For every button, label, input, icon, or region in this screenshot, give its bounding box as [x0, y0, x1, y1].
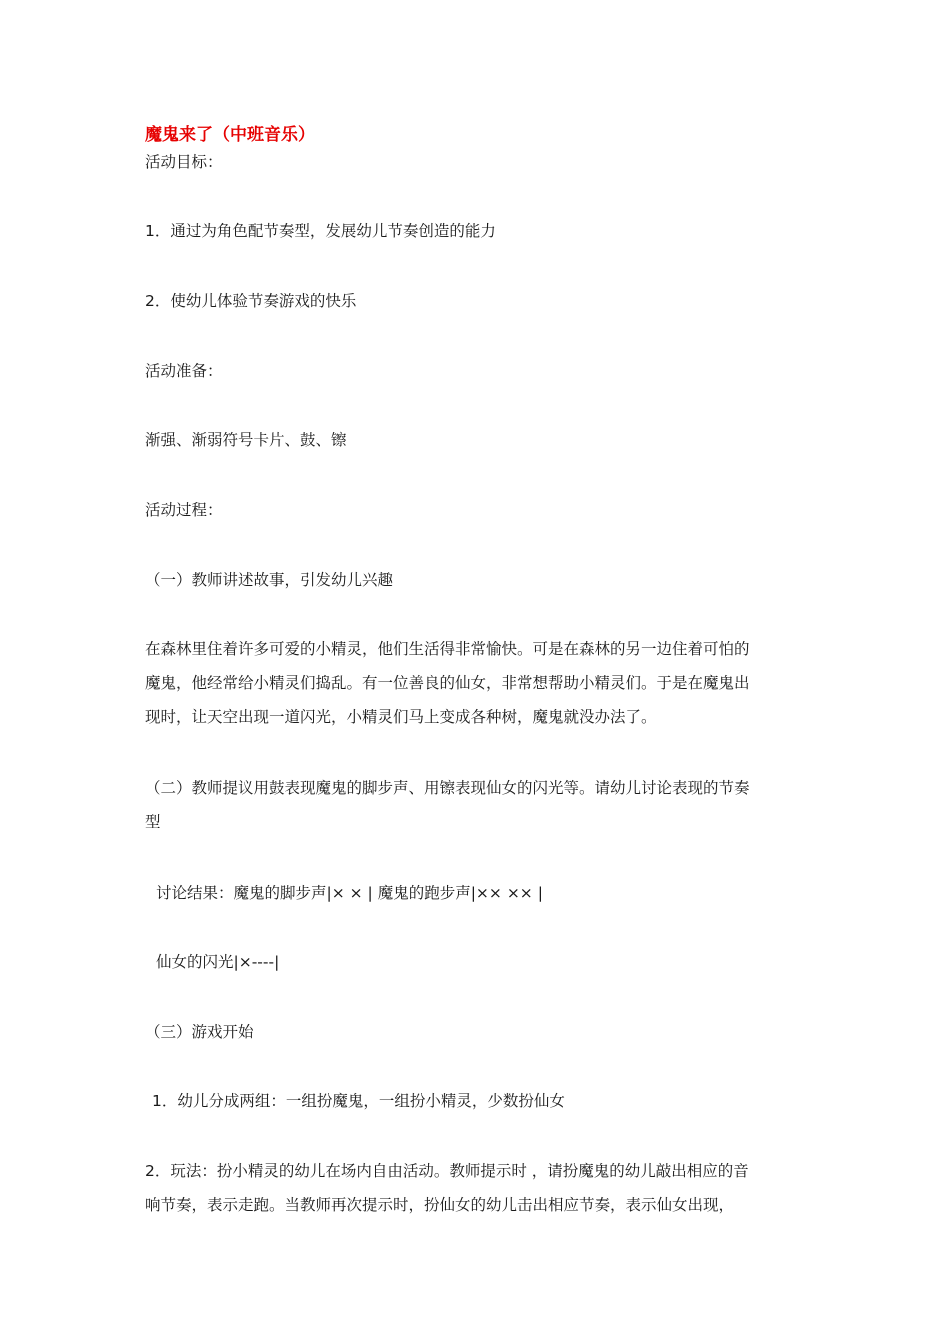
story-line: 在森林里住着许多可爱的小精灵，他们生活得非常愉快。可是在森林的另一边住着可怕的	[145, 640, 750, 658]
game-item-1: 1．幼儿分成两组：一组扮魔鬼，一组扮小精灵，少数扮仙女	[152, 1092, 565, 1110]
prep-heading: 活动准备：	[145, 362, 223, 380]
discussion-result-2: 仙女的闪光|×----|	[156, 953, 280, 971]
game-2-line: 2．玩法：扮小精灵的幼儿在场内自由活动。教师提示时 ，请扮魔鬼的幼儿敲出相应的音	[145, 1162, 749, 1180]
document-title: 魔鬼来了（中班音乐）	[145, 125, 315, 145]
goal-item-1: 1．通过为角色配节奏型，发展幼儿节奏创造的能力	[145, 222, 496, 240]
step-2-paragraph	[145, 778, 805, 846]
goals-heading: 活动目标：	[145, 153, 223, 171]
step-2-line: （二）教师提议用鼓表现魔鬼的脚步声、用镲表现仙女的闪光等。请幼儿讨论表现的节奏	[145, 779, 750, 797]
game-2-line: 响节奏，表示走跑。当教师再次提示时，扮仙女的幼儿击出相应节奏，表示仙女出现，	[145, 1196, 735, 1214]
step-1-heading: （一）教师讲述故事，引发幼儿兴趣	[145, 571, 394, 589]
goal-item-2: 2．使幼儿体验节奏游戏的快乐	[145, 292, 357, 310]
story-line: 现时，让天空出现一道闪光，小精灵们马上变成各种树，魔鬼就没办法了。	[145, 708, 657, 726]
prep-text: 渐强、渐弱符号卡片、鼓、镲	[145, 431, 347, 449]
story-line: 魔鬼，他经常给小精灵们捣乱。有一位善良的仙女，非常想帮助小精灵们。于是在魔鬼出	[145, 674, 750, 692]
step-3-heading: （三）游戏开始	[145, 1023, 254, 1041]
step-2-line: 型	[145, 813, 161, 831]
story-paragraph	[145, 639, 805, 741]
game-item-2	[145, 1161, 805, 1229]
discussion-result-1: 讨论结果：魔鬼的脚步声|× × | 魔鬼的跑步声|×× ×× |	[156, 884, 543, 902]
process-heading: 活动过程：	[145, 501, 223, 519]
